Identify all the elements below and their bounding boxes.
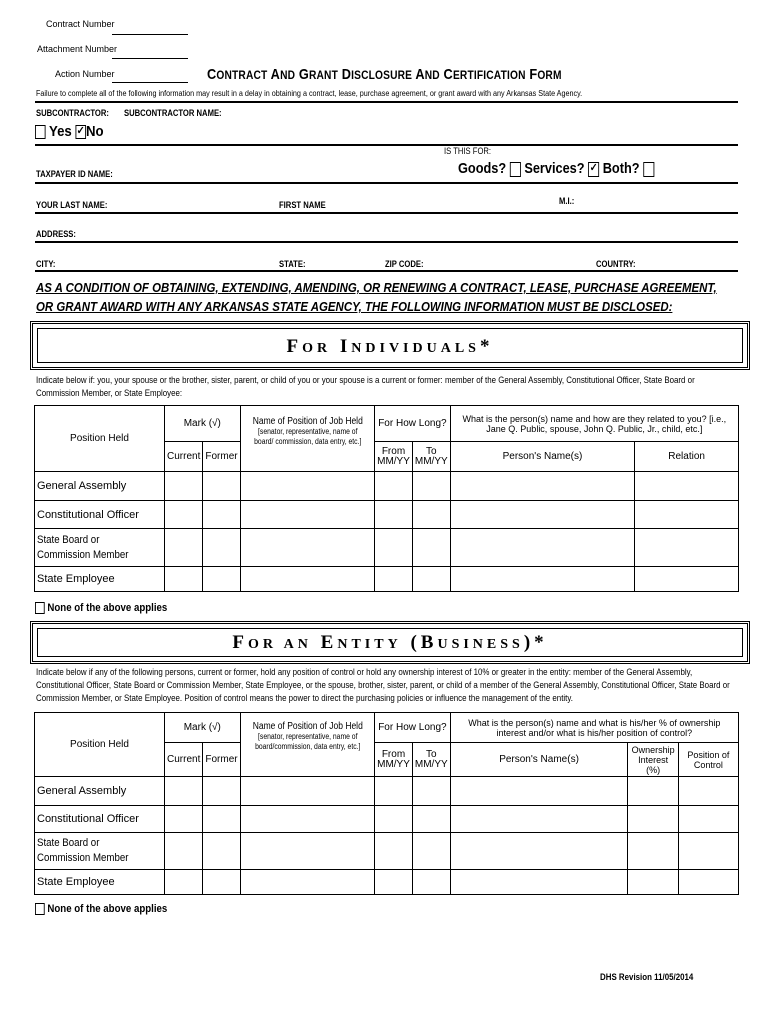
table-row (35, 567, 739, 592)
cell[interactable] (203, 870, 240, 895)
taxpayer-id-label: TAXPAYER ID NAME: (36, 169, 113, 179)
job-name-header: Name of Position of Job Held [senator, representative, name of board/ commission, data entry, etc.] (240, 406, 375, 472)
cell[interactable] (203, 833, 240, 870)
relation-header: Relation (635, 442, 739, 472)
cell[interactable] (678, 870, 738, 895)
goods-label: Goods? (458, 160, 507, 177)
action-number-label: Action Number (55, 69, 115, 79)
cell[interactable] (240, 806, 375, 833)
entity-table (34, 712, 739, 895)
table-row (35, 501, 739, 529)
condition-line-1: AS A CONDITION OF OBTAINING, EXTENDING, AMENDING, OR RENEWING A CONTRACT, LEASE, PURCHASE AGREEMENT, (36, 280, 717, 295)
cell[interactable] (240, 777, 375, 806)
zip-label: ZIP CODE: (385, 259, 424, 269)
cell[interactable] (450, 501, 635, 529)
cell[interactable] (450, 833, 628, 870)
individuals-table (34, 405, 739, 592)
services-checkbox[interactable]: ✓ (588, 162, 599, 177)
contract-number-label: Contract Number (46, 19, 115, 29)
cell[interactable] (635, 529, 739, 567)
address-rule (35, 241, 738, 243)
cell[interactable] (240, 501, 375, 529)
cell[interactable] (165, 472, 203, 501)
cell[interactable] (165, 777, 203, 806)
cell[interactable] (375, 833, 413, 870)
cell[interactable] (628, 777, 678, 806)
control-header: Position of Control (678, 743, 738, 777)
former-header: Former (203, 442, 240, 472)
cell[interactable] (412, 472, 450, 501)
cell[interactable] (203, 501, 240, 529)
cell[interactable] (375, 777, 413, 806)
cell[interactable] (450, 529, 635, 567)
relation-question-header: What is the person(s) name and how are they related to you? [i.e., Jane Q. Public, spouse, John Q. Public, Jr., child, etc.] (450, 406, 738, 442)
entity-none-checkbox[interactable] (35, 903, 45, 915)
current-header: Current (165, 442, 203, 472)
cell[interactable] (375, 806, 413, 833)
individuals-none-checkbox[interactable] (35, 602, 45, 614)
former-header: Former (203, 743, 240, 777)
job-name-header: Name of Position of Job Held [senator, representative, name of board/commission, data entry, etc.] (240, 713, 375, 777)
attachment-number-field[interactable] (112, 58, 188, 59)
cell[interactable] (412, 870, 450, 895)
cell[interactable] (450, 472, 635, 501)
header-rule (35, 101, 738, 103)
cell[interactable] (375, 567, 413, 592)
cell[interactable] (628, 806, 678, 833)
cell[interactable] (628, 833, 678, 870)
row-label: State Board or Commission Member (35, 529, 165, 567)
cell[interactable] (203, 777, 240, 806)
individuals-none-label: None of the above applies (47, 602, 168, 614)
goods-services-both (458, 160, 654, 177)
cell[interactable] (412, 567, 450, 592)
condition-line-2: OR GRANT AWARD WITH ANY ARKANSAS STATE AGENCY, THE FOLLOWING INFORMATION MUST BE DISCLOSED: (36, 299, 673, 314)
ownership-header: Ownership Interest (%) (628, 743, 678, 777)
from-header: From MM/YY (375, 442, 413, 472)
attachment-number-label: Attachment Number (37, 44, 118, 54)
row-label: General Assembly (35, 472, 165, 501)
yes-label: Yes (48, 123, 72, 140)
row-label: Constitutional Officer (35, 501, 165, 529)
cell[interactable] (375, 472, 413, 501)
cell[interactable] (678, 833, 738, 870)
cell[interactable] (635, 501, 739, 529)
cell[interactable] (375, 529, 413, 567)
table-row (35, 833, 739, 870)
subcontractor-rule (35, 144, 738, 146)
both-checkbox[interactable] (643, 162, 654, 177)
subcontractor-label: SUBCONTRACTOR: (36, 108, 109, 118)
table-row (35, 472, 739, 501)
no-checkbox[interactable]: ✓ (76, 125, 85, 138)
cell[interactable] (450, 777, 628, 806)
persons-names-header: Person's Name(s) (450, 442, 635, 472)
cell[interactable] (203, 806, 240, 833)
state-label: STATE: (279, 259, 306, 269)
how-long-header: For How Long? (375, 406, 451, 442)
cell[interactable] (678, 806, 738, 833)
no-label: No (85, 123, 104, 140)
warning-text: Failure to complete all of the following information may result in a delay in obtaining a contract, lease, purchase agreement, or grant award with any Arkansas State Agency. (36, 89, 583, 98)
ownership-question-header: What is the person(s) name and what is his/her % of ownership interest and/or what is his/her position of control? (450, 713, 738, 743)
cell[interactable] (450, 806, 628, 833)
cell[interactable] (165, 567, 203, 592)
cell[interactable] (635, 472, 739, 501)
individuals-banner (30, 321, 750, 370)
table-row (35, 870, 739, 895)
cell[interactable] (240, 567, 375, 592)
table-row (35, 777, 739, 806)
current-header: Current (165, 743, 203, 777)
is-this-for-label: IS THIS FOR: (444, 146, 492, 156)
cell[interactable] (240, 833, 375, 870)
country-label: COUNTRY: (596, 259, 636, 269)
individuals-instructions: Indicate below if: you, your spouse or the brother, sister, parent, or child of you or your spouse is a current or former: member of the General Assembly, Constitutional Officer, State Board or Commission Member, or State Employee: (36, 375, 695, 398)
cell[interactable] (240, 529, 375, 567)
cell[interactable] (203, 567, 240, 592)
position-held-header: Position Held (35, 406, 165, 472)
position-held-header: Position Held (35, 713, 165, 777)
cell[interactable] (450, 870, 628, 895)
both-label: Both? (602, 160, 640, 177)
row-label: Constitutional Officer (35, 806, 165, 833)
row-label: State Employee (35, 870, 165, 895)
taxpayer-rule (35, 182, 738, 184)
from-header: From MM/YY (375, 743, 413, 777)
cell[interactable] (412, 501, 450, 529)
mark-header: Mark (√) (165, 406, 241, 442)
city-rule (35, 270, 738, 272)
entity-banner (30, 621, 750, 664)
cell[interactable] (412, 777, 450, 806)
cell[interactable] (203, 529, 240, 567)
cell[interactable] (240, 870, 375, 895)
row-label: State Employee (35, 567, 165, 592)
mi-label: M.I.: (559, 196, 575, 206)
entity-none-applies (35, 903, 167, 915)
to-header: To MM/YY (412, 743, 450, 777)
cell[interactable] (635, 567, 739, 592)
cell[interactable] (203, 472, 240, 501)
goods-checkbox[interactable] (510, 162, 521, 177)
subcontractor-name-label: SUBCONTRACTOR NAME: (124, 108, 222, 118)
row-label: General Assembly (35, 777, 165, 806)
cell[interactable] (678, 777, 738, 806)
table-row (35, 806, 739, 833)
cell[interactable] (375, 870, 413, 895)
form-title: CONTRACT AND GRANT DISCLOSURE AND CERTIFICATION FORM (207, 66, 562, 83)
mark-header: Mark (√) (165, 713, 241, 743)
cell[interactable] (450, 567, 635, 592)
cell[interactable] (628, 870, 678, 895)
contract-number-field[interactable] (112, 34, 188, 35)
cell[interactable] (165, 501, 203, 529)
services-label: Services? (524, 160, 585, 177)
how-long-header: For How Long? (375, 713, 451, 743)
to-header: To MM/YY (412, 442, 450, 472)
row-label: State Board or Commission Member (35, 833, 165, 870)
cell[interactable] (412, 833, 450, 870)
individuals-banner-title: FOR INDIVIDUALS* (286, 336, 494, 357)
table-row (35, 529, 739, 567)
cell[interactable] (165, 806, 203, 833)
entity-instructions: Indicate below if any of the following persons, current or former, hold any position of control or hold any ownership interest of 10% or greater in the entity: member of the General Assembly, Constitutional Officer, State Board or Commission Member, State Employee, or the spouse, brother, sister, parent, or child of a member of the General Assembly, Constitutional Officer, State Board or Commission Member, or State Employee. Position of control means the power to direct the purchasing policies or influence the management of the entity. (36, 667, 730, 703)
cell[interactable] (412, 806, 450, 833)
cell[interactable] (375, 501, 413, 529)
entity-none-label: None of the above applies (47, 903, 168, 915)
name-rule (35, 212, 738, 214)
city-label: CITY: (36, 259, 56, 269)
individuals-none-applies (35, 602, 167, 614)
first-name-label: FIRST NAME (279, 200, 326, 210)
revision-footer: DHS Revision 11/05/2014 (600, 972, 694, 982)
cell[interactable] (240, 472, 375, 501)
subcontractor-yes-no (35, 123, 104, 140)
cell[interactable] (165, 870, 203, 895)
persons-names-header: Person's Name(s) (450, 743, 628, 777)
address-label: ADDRESS: (36, 229, 76, 239)
cell[interactable] (165, 833, 203, 870)
last-name-label: YOUR LAST NAME: (36, 200, 108, 210)
yes-checkbox[interactable] (35, 125, 46, 139)
cell[interactable] (412, 529, 450, 567)
action-number-field[interactable] (112, 82, 188, 83)
cell[interactable] (165, 529, 203, 567)
entity-banner-title: FOR AN ENTITY (BUSINESS)* (232, 632, 548, 653)
